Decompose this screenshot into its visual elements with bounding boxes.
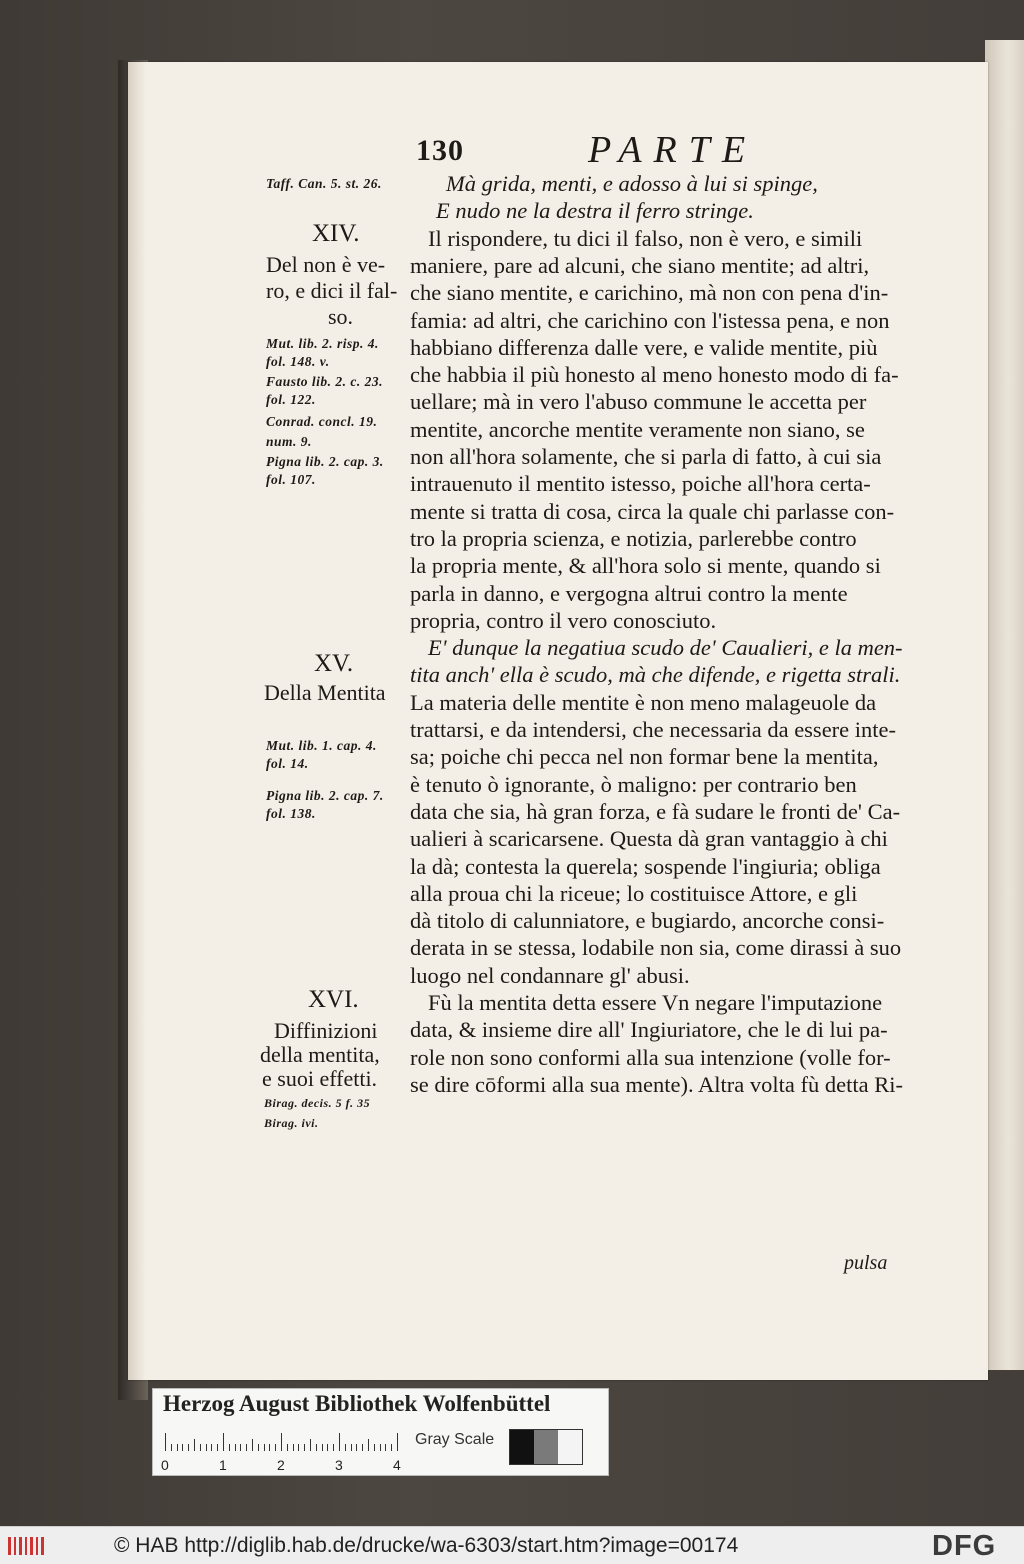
ruler-tick [293,1444,294,1451]
library-color-chart [152,1388,609,1476]
gray-swatch-mid [534,1430,558,1464]
ruler-tick [304,1444,305,1451]
section-title-xv: Della Mentita [264,680,386,705]
margin-ref: Birag. ivi. [264,1116,319,1130]
facing-page-edge [985,40,1024,1370]
ruler-digit: 0 [161,1457,169,1473]
margin-ref: num. 9. [266,434,312,449]
ruler-tick [310,1439,311,1451]
ruler-scale [165,1433,410,1451]
catchword: pulsa [844,1252,888,1274]
body-line: la dà; contesta la querela; sospende l'ingiuria; obliga [410,853,881,879]
ruler-tick [229,1444,230,1451]
ruler-tick [298,1444,299,1451]
ruler-tick [235,1444,236,1451]
body-line: luogo nel condannare gl' abusi. [410,962,690,988]
body-line: tita anch' ella è scudo, mà che difende, e rigetta strali. [410,662,901,688]
body-line: intrauenuto il mentito istesso, poiche all'hora certa- [410,471,871,497]
margin-ref: fol. 122. [266,392,316,407]
section-title-xiv-line3: so. [328,304,354,329]
body-line: uellare; mà in vero l'abuso commune le accetta per [410,389,867,415]
body-line: la propria mente, & all'hora solo si mente, quando si [410,553,881,579]
ruler-tick [333,1444,334,1451]
gray-swatch-light [558,1430,582,1464]
dfg-logo: DFG [932,1530,997,1562]
body-line: sa; poiche chi pecca nel non formar bene la mentita, [410,744,879,770]
margin-ref: Birag. decis. 5 f. 35 [264,1096,371,1110]
margin-ref: Mut. lib. 1. cap. 4. [266,738,377,753]
ruler-tick [246,1444,247,1451]
ruler-digit: 2 [277,1457,285,1473]
margin-ref: fol. 148. v. [266,354,330,369]
ruler-tick [356,1444,357,1451]
footer-bar [0,1526,1024,1564]
section-number-xvi: XVI. [308,986,359,1013]
ruler-tick [351,1444,352,1451]
ruler-tick [345,1444,346,1451]
body-line: ualieri à scaricarsene. Questa dà gran vantaggio à chi [410,826,888,852]
section-title-xvi-line3: e suoi effetti. [262,1066,378,1091]
body-line: data che sia, hà gran forza, e fà sudare le fronti de' Ca- [410,798,901,824]
body-line: La materia delle mentite è non meno malageuole da [410,689,877,715]
body-line: che habbia il più honesto al meno honesto modo di fa- [410,362,899,388]
body-line: role non sono conformi alla sua intenzione (volle for- [410,1044,891,1070]
ruler-digit: 1 [219,1457,227,1473]
library-name: Herzog August Bibliothek Wolfenbüttel [163,1391,551,1416]
ruler-tick [397,1433,398,1451]
body-line: derata in se stessa, lodabile non sia, come dirassi à suo [410,935,902,961]
ruler-tick [275,1444,276,1451]
gray-scale-swatches [509,1429,583,1465]
ruler-tick [374,1444,375,1451]
body-line: data, & insieme dire all' Ingiuriatore, che le di lui pa- [410,1017,888,1043]
body-line: mente si tratta di cosa, circa la quale chi parlasse con- [410,498,895,524]
body-line: dà titolo di calunniatore, e bugiardo, ancorche consi- [410,908,885,934]
section-title-xiv-line1: Del non è ve- [266,252,386,277]
ruler-tick [362,1444,363,1451]
margin-ref: fol. 138. [266,806,316,821]
ruler-tick [368,1439,369,1451]
hab-barcode-icon [6,1535,46,1557]
body-line: parla in danno, e vergogna altrui contro la mente [410,580,848,606]
ruler-tick [177,1444,178,1451]
section-title-xvi-line2: della mentita, [260,1042,380,1067]
ruler-tick [252,1439,253,1451]
ruler-tick [165,1433,166,1451]
body-line: è tenuto ò ignorante, ò maligno: per contrario ben [410,771,857,797]
margin-ref: fol. 14. [266,756,309,771]
body-line: famia: ad altri, che carichino con l'istessa pena, e non [410,307,890,333]
ruler-digit: 4 [393,1457,401,1473]
body-line: trattarsi, e da intendersi, che necessaria da essere inte- [410,717,897,742]
ruler-tick [240,1444,241,1451]
margin-ref: Conrad. concl. 19. [266,414,378,429]
margin-ref: Mut. lib. 2. risp. 4. [266,336,379,351]
ruler-tick [269,1444,270,1451]
margin-ref: Pigna lib. 2. cap. 7. [266,788,384,803]
ruler-tick [287,1444,288,1451]
ruler-tick [258,1444,259,1451]
book-page [128,62,988,1380]
body-line: non all'hora solamente, che si parla di fatto, à cui sia [410,444,882,469]
ruler-tick [316,1444,317,1451]
ruler-tick [171,1444,172,1451]
ruler-tick [217,1444,218,1451]
ruler-tick [322,1444,323,1451]
body-line: Il rispondere, tu dici il falso, non è vero, e simili [428,225,863,251]
ruler-tick [327,1444,328,1451]
body-line: E' dunque la negatiua scudo de' Caualieri, e la men- [428,635,903,661]
body-line: Mà grida, menti, e adosso à lui si spinge, [446,171,818,196]
ruler-tick [385,1444,386,1451]
body-line: che siano mentite, e carichino, mà non con pena d'in- [410,280,889,306]
ruler-tick [380,1444,381,1451]
ruler-tick [264,1444,265,1451]
body-line: habbiano differenza dalle vere, e valide mentite, più [410,334,878,360]
ruler-tick [223,1433,224,1451]
section-number-xiv: XIV. [312,220,360,247]
ruler-tick [391,1444,392,1451]
running-title: PARTE [588,129,758,171]
ruler-digit: 3 [335,1457,343,1473]
ruler-tick [194,1439,195,1451]
gray-swatch-dark [510,1430,534,1464]
body-line: propria, contro il vero conosciuto. [410,607,717,633]
body-line: mentite, ancorche mentite veramente non siano, se [410,416,865,442]
ruler-tick [211,1444,212,1451]
ruler-tick [182,1444,183,1451]
section-number-xv: XV. [314,650,354,677]
margin-ref: Fausto lib. 2. c. 23. [266,374,384,389]
ruler-tick [200,1444,201,1451]
body-line: E nudo ne la destra il ferro stringe. [436,198,754,224]
section-title-xvi-line1: Diffinizioni [274,1018,378,1043]
body-line: tro la propria scienza, e notizia, parlerebbe contro [410,525,857,551]
ruler-tick [339,1433,340,1451]
gray-scale-label: Gray Scale [415,1431,495,1448]
ruler-tick [188,1444,189,1451]
margin-ref: Pigna lib. 2. cap. 3. [266,454,384,469]
body-line: alla proua chi la riceue; lo costituisce Attore, e gli [410,880,858,906]
body-line: se dire cōformi alla sua mente). Altra volta fù detta Ri- [410,1071,903,1097]
ruler-tick [281,1433,282,1451]
footer-copyright-url[interactable]: © HAB http://diglib.hab.de/drucke/wa-6303/start.htm?image=00174 [114,1534,739,1557]
body-line: Fù la mentita detta essere Vn negare l'imputazione [428,990,883,1015]
body-line: maniere, pare ad alcuni, che siano mentite; ad altri, [410,252,870,278]
ruler-tick [206,1444,207,1451]
margin-ref-tasso: Taff. Can. 5. st. 26. [266,176,382,191]
margin-ref: fol. 107. [266,472,316,487]
page-number: 130 [416,134,464,167]
section-title-xiv-line2: ro, e dici il fal- [266,278,398,303]
